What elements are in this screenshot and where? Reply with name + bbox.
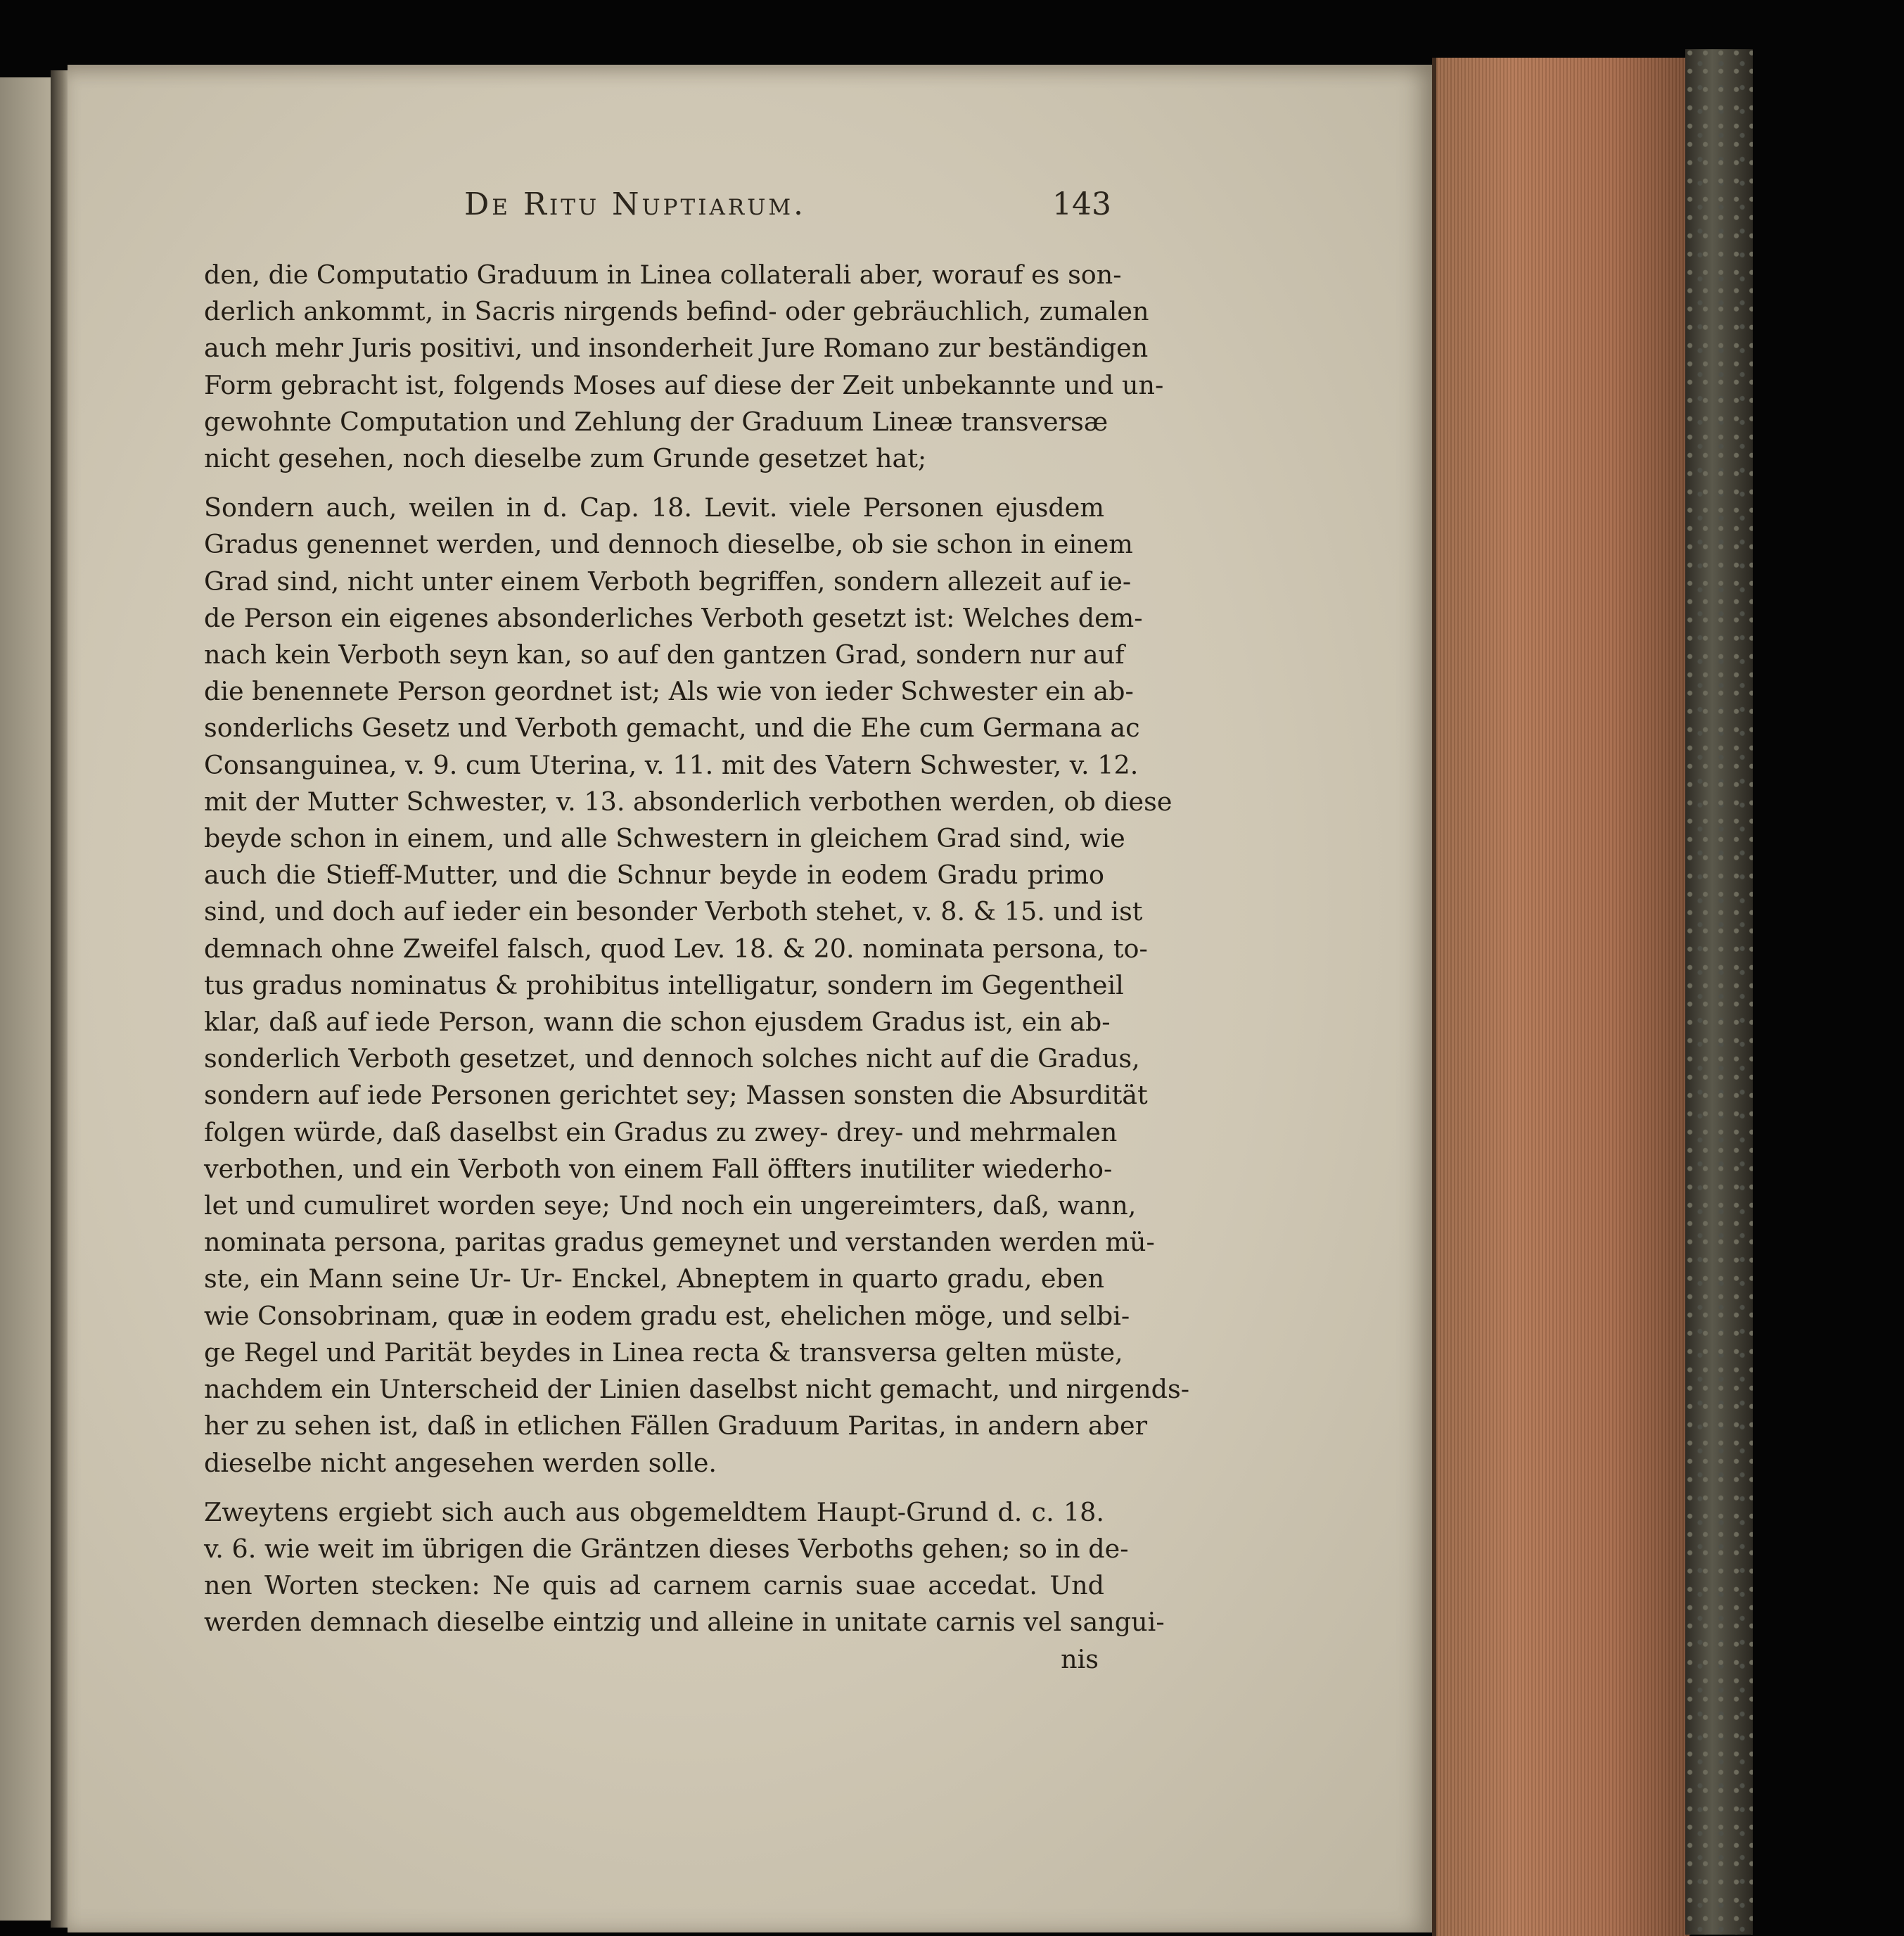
text-line: demnach ohne Zweifel falsch, quod Lev. 18. & 20. nominata persona, to- xyxy=(204,933,1148,964)
text-line: werden demnach dieselbe eintzig und alleine in unitate carnis vel sangui- xyxy=(204,1607,1165,1638)
body-text xyxy=(204,257,1190,1706)
running-title: De Ritu Nuptiarum. xyxy=(464,186,807,222)
text-line: nicht gesehen, noch dieselbe zum Grunde gesetzet hat; xyxy=(204,443,927,474)
text-line: v. 6. wie weit im übrigen die Gräntzen dieses Verboths gehen; so in de- xyxy=(204,1533,1129,1564)
text-line: nen Worten stecken: Ne quis ad carnem carnis suae accedat. Und xyxy=(204,1570,1104,1601)
text-line: Sondern auch, weilen in d. Cap. 18. Levit. viele Personen ejusdem xyxy=(204,492,1104,523)
text-line: her zu sehen ist, daß in etlichen Fällen Graduum Paritas, in andern aber xyxy=(204,1410,1148,1441)
text-line: nach kein Verboth seyn kan, so auf den gantzen Grad, sondern nur auf xyxy=(204,639,1125,670)
text-line: sondern auf iede Personen gerichtet sey; Massen sonsten die Absurdität xyxy=(204,1080,1148,1111)
text-line: die benennete Person geordnet ist; Als wie von ieder Schwester ein ab- xyxy=(204,676,1134,707)
text-line: verbothen, und ein Verboth von einem Fall öffters inutiliter wiederho- xyxy=(204,1153,1113,1184)
page-block-edges xyxy=(1432,58,1689,1936)
text-line: Grad sind, nicht unter einem Verboth begriffen, sondern allezeit auf ie- xyxy=(204,566,1132,597)
text-line: den, die Computatio Graduum in Linea collaterali aber, worauf es son- xyxy=(204,260,1122,290)
text-line: wie Consobrinam, quæ in eodem gradu est, ehelichen möge, und selbi- xyxy=(204,1300,1130,1331)
text-line: mit der Mutter Schwester, v. 13. absonderlich verbothen werden, ob diese xyxy=(204,786,1173,817)
text-line: klar, daß auf iede Person, wann die schon ejusdem Gradus ist, ein ab- xyxy=(204,1007,1111,1038)
text-line: dieselbe nicht angesehen werden solle. xyxy=(204,1447,717,1478)
text-line: Consanguinea, v. 9. cum Uterina, v. 11. mit des Vatern Schwester, v. 12. xyxy=(204,749,1139,780)
text-line: ste, ein Mann seine Ur- Ur- Enckel, Abneptem in quarto gradu, eben xyxy=(204,1263,1104,1294)
text-line: auch die Stieff-Mutter, und die Schnur beyde in eodem Gradu primo xyxy=(204,860,1104,891)
facing-page-edge xyxy=(0,77,53,1921)
text-line: sonderlich Verboth gesetzet, und dennoch solches nicht auf die Gradus, xyxy=(204,1043,1140,1074)
page-header xyxy=(464,186,1111,229)
text-line: auch mehr Juris positivi, und insonderheit Jure Romano zur beständigen xyxy=(204,333,1149,364)
text-line: folgen würde, daß daselbst ein Gradus zu zwey- drey- und mehrmalen xyxy=(204,1116,1118,1147)
paragraph-gap xyxy=(204,477,1104,490)
text-line: gewohnte Computation und Zehlung der Graduum Lineæ transversæ xyxy=(204,406,1108,437)
text-line: sind, und doch auf ieder ein besonder Verboth stehet, v. 8. & 15. und ist xyxy=(204,896,1143,927)
text-line: beyde schon in einem, und alle Schwestern in gleichem Grad sind, wie xyxy=(204,823,1125,854)
text-line: Zweytens ergiebt sich auch aus obgemeldtem Haupt-Grund d. c. 18. xyxy=(204,1496,1104,1527)
page-number: 143 xyxy=(1052,186,1111,222)
paragraph-gap xyxy=(204,1482,1104,1494)
text-line: let und cumuliret worden seye; Und noch ein ungereimters, daß, wann, xyxy=(204,1190,1137,1221)
text-line: nachdem ein Unterscheid der Linien daselbst nicht gemacht, und nirgends- xyxy=(204,1374,1190,1405)
text-line: sonderlichs Gesetz und Verboth gemacht, und die Ehe cum Germana ac xyxy=(204,713,1140,744)
book-cover-edge xyxy=(1685,49,1753,1935)
text-line: derlich ankommt, in Sacris nirgends befind- oder gebräuchlich, zumalen xyxy=(204,296,1149,327)
text-line: Form gebracht ist, folgends Moses auf diese der Zeit unbekannte und un- xyxy=(204,369,1164,400)
text-line: ge Regel und Parität beydes in Linea recta & transversa gelten müste, xyxy=(204,1337,1123,1368)
text-line: nominata persona, paritas gradus gemeynet und verstanden werden mü- xyxy=(204,1227,1155,1258)
catchword: nis xyxy=(1061,1643,1099,1674)
text-line: Gradus genennet werden, und dennoch dieselbe, ob sie schon in einem xyxy=(204,529,1133,560)
text-line: tus gradus nominatus & prohibitus intelligatur, sondern im Gegentheil xyxy=(204,969,1124,1000)
text-line: de Person ein eigenes absonderliches Verboth gesetzt ist: Welches dem- xyxy=(204,602,1143,633)
